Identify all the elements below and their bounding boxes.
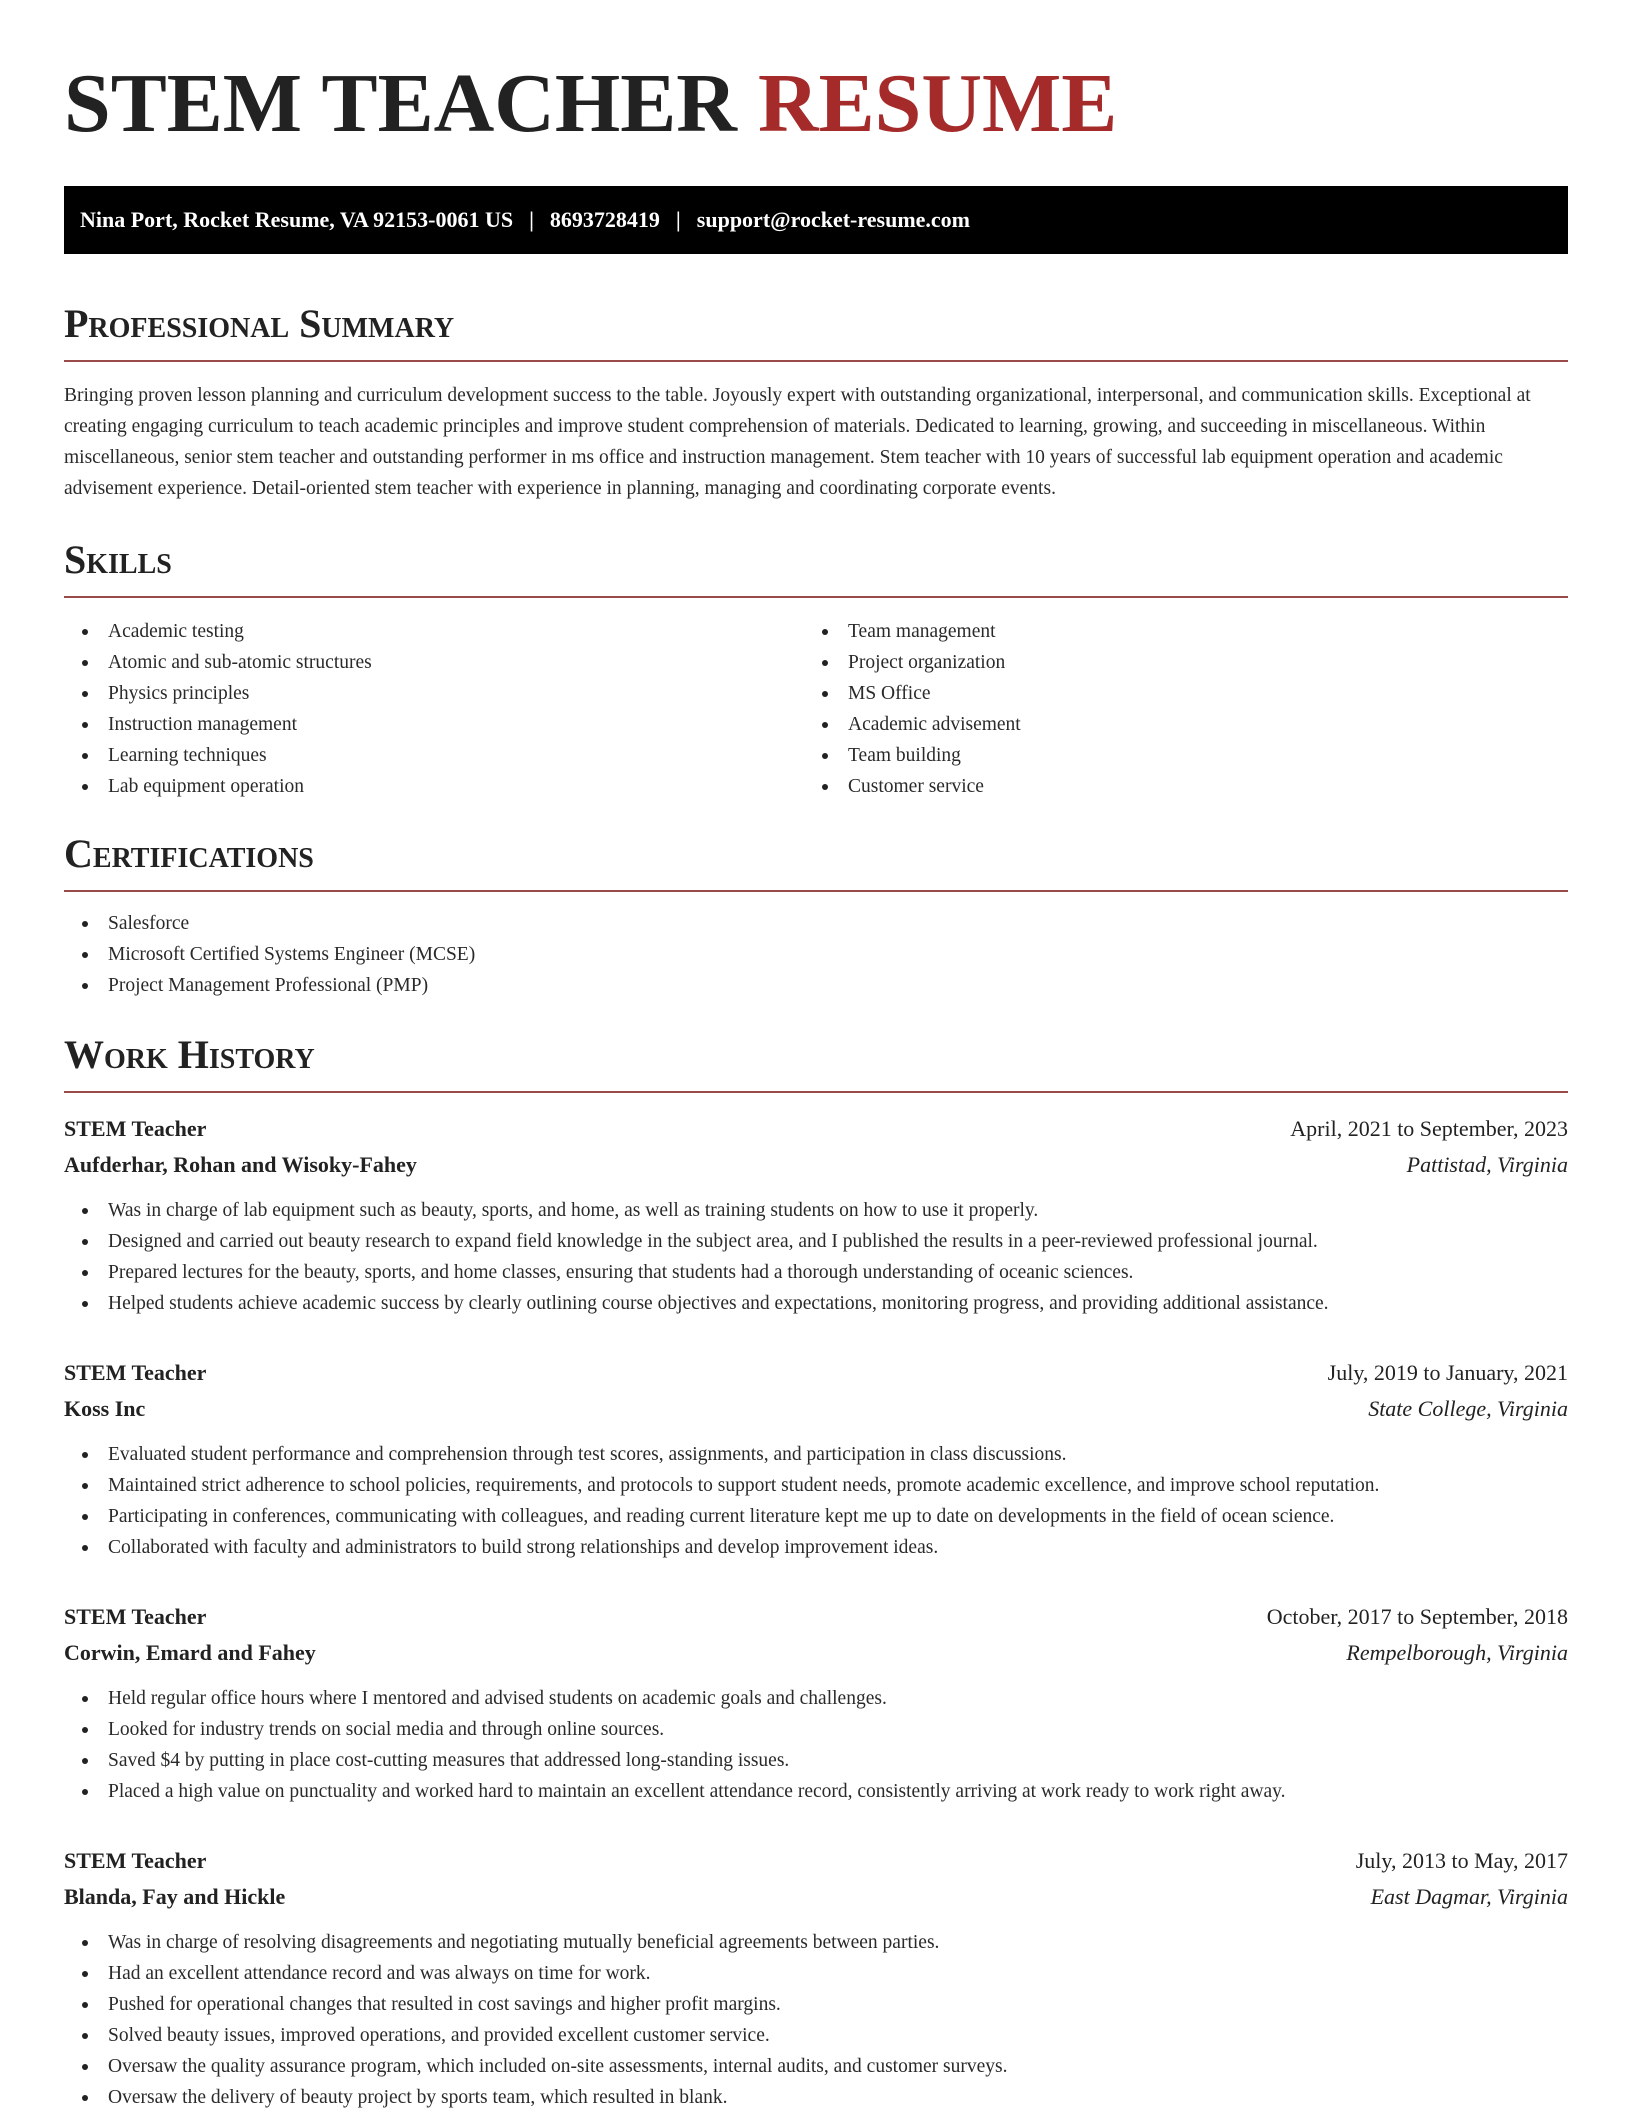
job-bullet: Collaborated with faculty and administrators to build strong relationships and develop improvement ideas.	[64, 1532, 1568, 1563]
contact-phone: 8693728419	[549, 207, 660, 232]
certification-item: Salesforce	[64, 908, 1568, 939]
job-location: East Dagmar, Virginia	[1370, 1884, 1568, 1909]
job-location: Pattistad, Virginia	[1406, 1152, 1568, 1177]
job-dates: April, 2021 to September, 2023	[1290, 1116, 1568, 1141]
contact-email: support@rocket-resume.com	[696, 207, 970, 232]
job-bullet: Was in charge of lab equipment such as beauty, sports, and home, as well as training students on how to use it properly.	[64, 1195, 1568, 1226]
section-divider	[64, 596, 1568, 598]
job-header-row	[64, 1599, 1568, 1635]
job-dates: October, 2017 to September, 2018	[1266, 1604, 1568, 1629]
section-divider	[64, 890, 1568, 892]
resume-title	[64, 48, 1568, 160]
skill-item: Lab equipment operation	[64, 771, 804, 802]
section-divider	[64, 360, 1568, 362]
job-bullet: Prepared lectures for the beauty, sports, and home classes, ensuring that students had a thorough understanding of oceanic sciences.	[64, 1257, 1568, 1288]
job-title: STEM Teacher	[64, 1116, 207, 1141]
job-bullets	[64, 1439, 1568, 1563]
job-company-row	[64, 1147, 1568, 1183]
job-bullet: Was in charge of resolving disagreements and negotiating mutually beneficial agreements between parties.	[64, 1927, 1568, 1958]
skill-item: Academic testing	[64, 616, 804, 647]
section-heading: Work History	[64, 1032, 315, 1077]
job-bullet: Oversaw the delivery of beauty project by sports team, which resulted in blank.	[64, 2082, 1568, 2113]
skill-item: Customer service	[804, 771, 1544, 802]
skill-item: Team building	[804, 740, 1544, 771]
section-heading: Professional Summary	[64, 301, 455, 346]
job-bullet: Held regular office hours where I mentored and advised students on academic goals and challenges.	[64, 1683, 1568, 1714]
job-company: Aufderhar, Rohan and Wisoky-Fahey	[64, 1152, 417, 1177]
contact-bar	[64, 186, 1568, 254]
job-bullet: Placed a high value on punctuality and worked hard to maintain an excellent attendance record, consistently arriving at work ready to work right away.	[64, 1776, 1568, 1807]
job-bullet: Oversaw the quality assurance program, which included on-site assessments, internal audits, and customer surveys.	[64, 2051, 1568, 2082]
contact-address: Nina Port, Rocket Resume, VA 92153-0061 US	[80, 207, 514, 232]
job-header-row	[64, 1111, 1568, 1147]
skill-item: Project organization	[804, 647, 1544, 678]
job-bullet: Helped students achieve academic success by clearly outlining course objectives and expectations, monitoring progress, and providing additional assistance.	[64, 1288, 1568, 1319]
job-dates: July, 2019 to January, 2021	[1327, 1360, 1568, 1385]
job-company: Koss Inc	[64, 1396, 146, 1421]
skills-section	[64, 534, 1568, 802]
professional-summary-section	[64, 298, 1568, 504]
job-bullet: Solved beauty issues, improved operations, and provided excellent customer service.	[64, 2020, 1568, 2051]
certification-item: Project Management Professional (PMP)	[64, 970, 1568, 1001]
section-heading: Skills	[64, 537, 172, 582]
job-title: STEM Teacher	[64, 1360, 207, 1385]
job-dates: July, 2013 to May, 2017	[1355, 1848, 1568, 1873]
job-bullets	[64, 1195, 1568, 1319]
job-title: STEM Teacher	[64, 1604, 207, 1629]
job-bullet: Saved $4 by putting in place cost-cutting measures that addressed long-standing issues.	[64, 1745, 1568, 1776]
job-company-row	[64, 1879, 1568, 1915]
certifications-section	[64, 828, 1568, 1001]
skill-item: MS Office	[804, 678, 1544, 709]
work-history-section	[64, 1029, 1568, 2113]
skills-grid	[64, 616, 1568, 802]
job-entry	[64, 1843, 1568, 2113]
contact-separator: |	[675, 207, 681, 232]
job-company-row	[64, 1635, 1568, 1671]
job-header-row	[64, 1355, 1568, 1391]
skill-item: Atomic and sub-atomic structures	[64, 647, 804, 678]
skill-item: Academic advisement	[804, 709, 1544, 740]
certification-item: Microsoft Certified Systems Engineer (MCSE)	[64, 939, 1568, 970]
job-entry	[64, 1355, 1568, 1563]
summary-text: Bringing proven lesson planning and curriculum development success to the table. Joyously expert with outstanding organizational, interpersonal, and communication skills. Exceptional at creating engaging curriculum to teach academic principles and improve student comprehension of materials. Dedicated to learning, growing, and succeeding in miscellaneous. Within miscellaneous, senior stem teacher and outstanding performer in ms office and instruction management. Stem teacher with 10 years of successful lab equipment operation and academic advisement experience. Detail-oriented stem teacher with experience in planning, managing and coordinating corporate events.	[64, 385, 1531, 499]
job-bullet: Maintained strict adherence to school policies, requirements, and protocols to support student needs, promote academic excellence, and improve school reputation.	[64, 1470, 1568, 1501]
title-main: STEM TEACHER	[64, 57, 737, 150]
section-heading: Certifications	[64, 831, 314, 876]
job-bullet: Participating in conferences, communicating with colleagues, and reading current literature kept me up to date on developments in the field of ocean science.	[64, 1501, 1568, 1532]
job-bullet: Evaluated student performance and comprehension through test scores, assignments, and participation in class discussions.	[64, 1439, 1568, 1470]
job-bullet: Pushed for operational changes that resulted in cost savings and higher profit margins.	[64, 1989, 1568, 2020]
job-bullet: Designed and carried out beauty research to expand field knowledge in the subject area, and I published the results in a peer-reviewed professional journal.	[64, 1226, 1568, 1257]
certifications-list	[64, 908, 1568, 1001]
skills-list-right	[804, 616, 1544, 802]
contact-separator: |	[529, 207, 534, 232]
job-header-row	[64, 1843, 1568, 1879]
job-entry	[64, 1599, 1568, 1807]
job-location: Rempelborough, Virginia	[1346, 1640, 1568, 1665]
skill-item: Team management	[804, 616, 1544, 647]
job-title: STEM Teacher	[64, 1848, 207, 1873]
job-bullets	[64, 1927, 1568, 2113]
job-entry	[64, 1111, 1568, 1319]
job-bullet: Looked for industry trends on social media and through online sources.	[64, 1714, 1568, 1745]
skill-item: Physics principles	[64, 678, 804, 709]
job-bullets	[64, 1683, 1568, 1807]
job-company: Corwin, Emard and Fahey	[64, 1640, 316, 1665]
skill-item: Learning techniques	[64, 740, 804, 771]
job-company: Blanda, Fay and Hickle	[64, 1884, 286, 1909]
skill-item: Instruction management	[64, 709, 804, 740]
job-company-row	[64, 1391, 1568, 1427]
title-accent: RESUME	[757, 57, 1118, 150]
section-divider	[64, 1091, 1568, 1093]
skills-list-left	[64, 616, 804, 802]
job-bullet: Had an excellent attendance record and was always on time for work.	[64, 1958, 1568, 1989]
job-location: State College, Virginia	[1368, 1396, 1568, 1421]
